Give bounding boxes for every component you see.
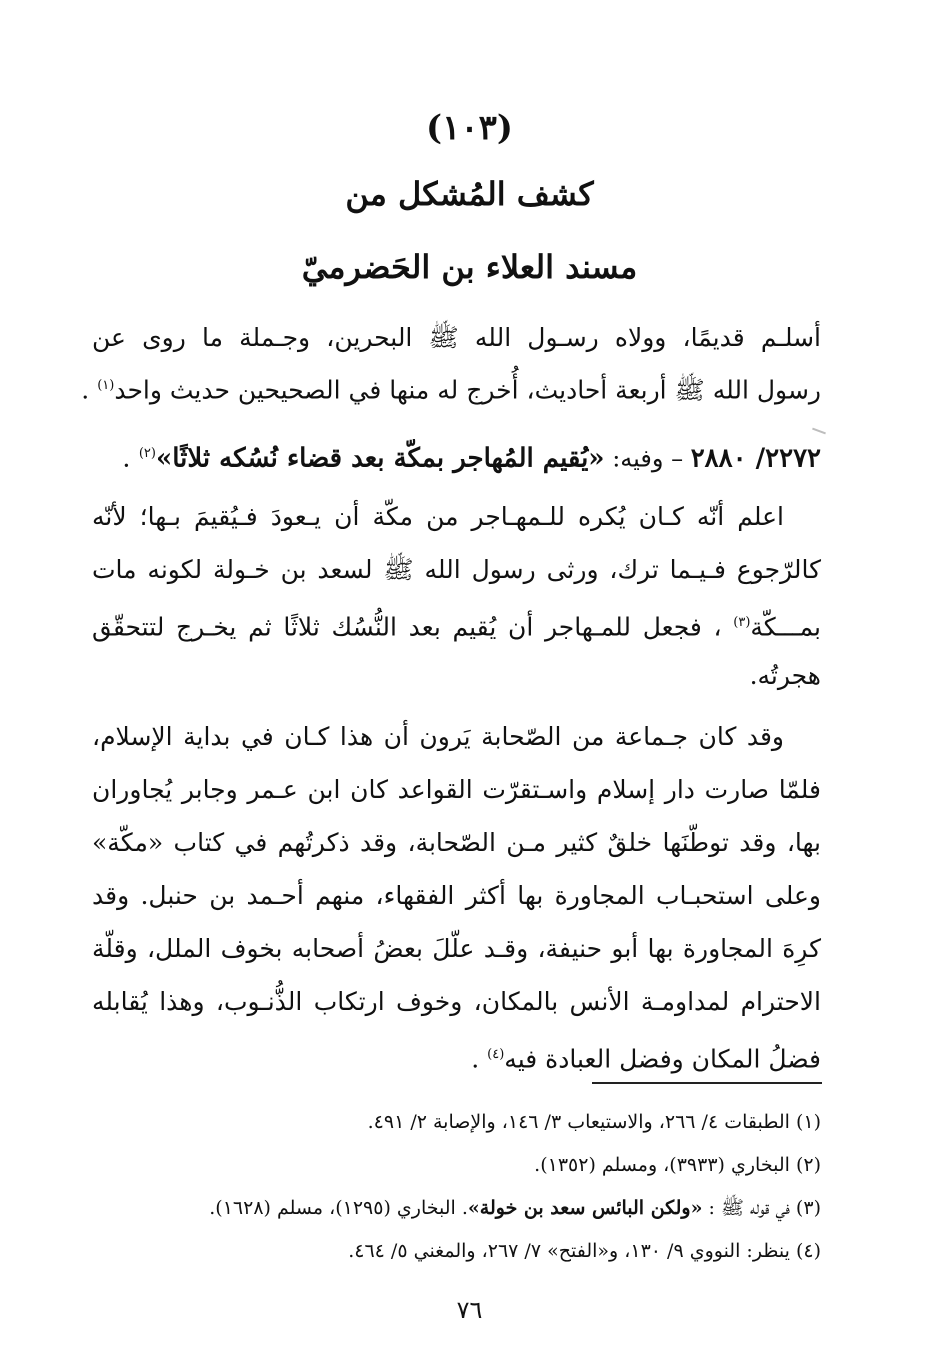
footnote-3-start: (٣) في قوله ﷺ : xyxy=(702,1197,821,1219)
intro-line-1: أسلـم قديمًا، وولاه رسـول الله ﷺ البحرين، وجـملة ما روى عن xyxy=(92,323,821,352)
para-1-line-1: اعلم أنّه كـان يُكره للـمهـاجر من مكّة أن يـعودَ فـيُقيمَ بـها؛ لأنّه xyxy=(92,502,784,531)
para-2-line-7 xyxy=(92,1035,821,1077)
footnote-ref-1: (١) xyxy=(97,378,115,393)
hadith-text: «يُقيم المُهاجر بمكّة بعد قضاء نُسُكه ثلاثًا» xyxy=(155,443,605,474)
footnote-ref-2: (٢) xyxy=(138,446,156,461)
para-1-line-3-rest: ، فجعل للمـهاجر أن يُقيم بعد النُّسُك ثلاثًا ثم يخـرج لتتحقّق xyxy=(92,612,734,642)
hadith-end: . xyxy=(122,443,139,474)
footnote-1: (١) الطبقات ٤/ ٢٦٦، والاستيعاب ٣/ ١٤٦، والإصابة ٢/ ٤٩١. xyxy=(367,1111,821,1133)
footnote-2: (٢) البخاري (٣٩٣٣)، ومسلم (١٣٥٢). xyxy=(534,1154,821,1176)
footnote-3 xyxy=(92,1194,821,1222)
para-2-line-3: بها، وقد توطّنَها خلقٌ كثير مـن الصّحابة، وقد ذكرتُهم في كتاب «مكّة» xyxy=(92,828,821,857)
para-2-line-6: الاحترام لمداومـة الأنس بالمكان، وخوف ارتكاب الذُّنـوب، وهذا يُقابله xyxy=(92,987,821,1016)
para-1-line-2: كالرّجوع فـيـما ترك، ورثى رسول الله ﷺ لسعد بن خـولة لكونه مات xyxy=(92,555,821,584)
intro-line-2 xyxy=(81,366,821,408)
para-1-line-4: هجرتُه. xyxy=(749,661,821,690)
footnote-ref-4: (٤) xyxy=(487,1047,505,1062)
hadith-number: ٢٢٧٢/ ٢٨٨٠ xyxy=(690,443,821,474)
footnote-4: (٤) ينظر: النووي ٩/ ١٣٠، و«الفتح» ٧/ ٢٦٧، والمغني ٥/ ٤٦٤. xyxy=(348,1240,821,1262)
footnote-3-end: . البخاري (١٢٩٥)، مسلم (١٦٢٨). xyxy=(209,1197,468,1219)
para-1-line-3 xyxy=(92,603,821,645)
para-2-line-4: وعلى استحبـاب المجاورة بها أكثر الفقهاء، منهم أحـمد بن حنبل. وقد xyxy=(92,881,821,910)
intro-line-2-text: رسول الله ﷺ أربعة أحاديث، أُخرج له منها في الصحيحين حديث واحد xyxy=(114,375,821,405)
para-2-line-7-text: فضلُ المكان وفضل العبادة فيه xyxy=(504,1044,821,1074)
para-2-line-5: كرِهَ المجاورة بها أبو حنيفة، وقـد علّلَ بعضُ أصحابه بخوف الملل، وقلّة xyxy=(92,934,821,963)
footnote-ref-3: (٣) xyxy=(733,615,751,630)
para-1-line-3-start: بمـــكّة xyxy=(750,612,821,642)
intro-line-2-end: . xyxy=(81,375,98,405)
hadith-connector: – وفيه: xyxy=(604,444,691,473)
hadith-line xyxy=(96,434,821,479)
footnote-separator xyxy=(592,1082,822,1084)
chapter-title: كشف المُشكل من xyxy=(345,175,594,213)
para-2-line-2: فلمّا صارت دار إسلام واسـتقرّت القواعد كان ابن عـمر وجابر يُجاوران xyxy=(92,775,821,804)
para-2-line-7-end: . xyxy=(471,1044,488,1074)
page-number: ٧٦ xyxy=(456,1296,483,1324)
footnote-3-quote: «ولكن البائس سعد بن خولة» xyxy=(467,1197,703,1219)
chapter-subtitle: مسند العلاء بن الحَضرميّ xyxy=(301,248,638,286)
chapter-number: (١٠٣) xyxy=(426,108,513,148)
para-2-line-1: وقد كان جـماعة من الصّحابة يَرون أن هذا كـان في بداية الإسلام، xyxy=(92,722,784,751)
